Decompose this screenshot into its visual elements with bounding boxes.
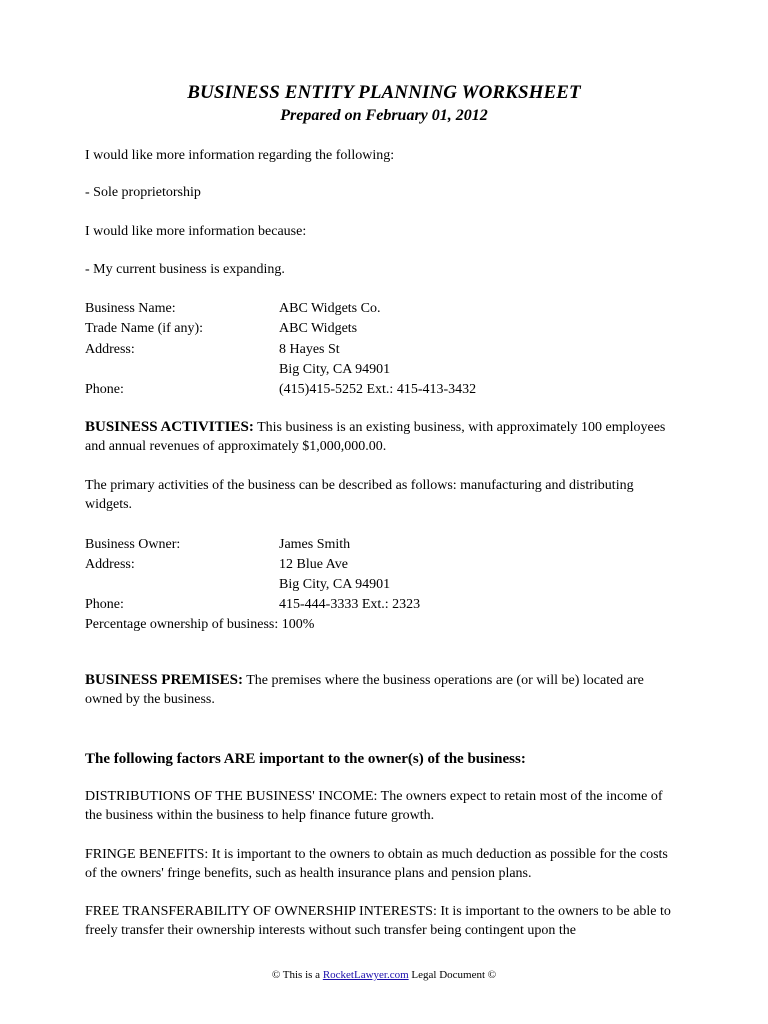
business-address-label: Address:: [85, 342, 135, 357]
transferability-paragraph: FREE TRANSFERABILITY OF OWNERSHIP INTERESTS: It is important to the owners to be able to freely transfer their ownership interests without such transfer being contingent upon the: [85, 904, 671, 938]
business-address-line1: 8 Hayes St: [279, 342, 340, 357]
footer-prefix: © This is a: [271, 969, 323, 981]
owner-address-line1: 12 Blue Ave: [279, 557, 348, 572]
business-premises-heading: BUSINESS PREMISES:: [85, 672, 243, 688]
owner-address-line2: Big City, CA 94901: [279, 577, 391, 592]
document-footer: [0, 968, 768, 982]
document-subtitle: Prepared on February 01, 2012: [280, 107, 488, 124]
business-name-value: ABC Widgets Co.: [279, 301, 381, 316]
primary-activities-text: The primary activities of the business can be described as follows: manufacturing and distributing widgets.: [85, 478, 634, 512]
business-activities-paragraph: [85, 418, 675, 456]
trade-name-label: Trade Name (if any):: [85, 321, 204, 336]
business-address-line2: Big City, CA 94901: [279, 362, 391, 377]
business-name-label: Business Name:: [85, 301, 176, 316]
document-title: BUSINESS ENTITY PLANNING WORKSHEET: [187, 82, 581, 103]
owner-value: James Smith: [279, 537, 351, 552]
business-premises-text: The premises where the business operations are (or will be) located are owned by the business.: [85, 673, 644, 707]
business-phone-label: Phone:: [85, 382, 124, 397]
owner-address-label: Address:: [85, 557, 135, 572]
business-activities-heading: BUSINESS ACTIVITIES:: [85, 419, 254, 435]
reason-text: - My current business is expanding.: [85, 262, 285, 277]
owner-phone-value: 415-444-3333 Ext.: 2323: [279, 597, 421, 612]
info-because-text: I would like more information because:: [85, 224, 307, 239]
trade-name-value: ABC Widgets: [279, 321, 358, 336]
fringe-benefits-paragraph: FRINGE BENEFITS: It is important to the owners to obtain as much deduction as possible for the costs of the owners' fringe benefits, such as health insurance plans and pension plans.: [85, 847, 668, 881]
ownership-percentage-text: Percentage ownership of business: 100%: [85, 617, 315, 632]
info-regarding-text: I would like more information regarding the following:: [85, 148, 395, 163]
entity-choice-text: - Sole proprietorship: [85, 185, 201, 200]
rocketlawyer-link[interactable]: RocketLawyer.com: [322, 969, 409, 981]
factors-heading: The following factors ARE important to the owner(s) of the business:: [85, 751, 526, 767]
owner-label: Business Owner:: [85, 537, 181, 552]
distributions-paragraph: DISTRIBUTIONS OF THE BUSINESS' INCOME: The owners expect to retain most of the income of the business within the business to help finance future growth.: [85, 789, 663, 823]
business-premises-paragraph: [85, 671, 675, 709]
footer-suffix: Legal Document ©: [408, 969, 497, 981]
business-phone-value: (415)415-5252 Ext.: 415-413-3432: [279, 382, 477, 397]
owner-phone-label: Phone:: [85, 597, 124, 612]
business-activities-text: This business is an existing business, with approximately 100 employees and annual revenues of approximately $1,000,000.00.: [85, 420, 666, 454]
